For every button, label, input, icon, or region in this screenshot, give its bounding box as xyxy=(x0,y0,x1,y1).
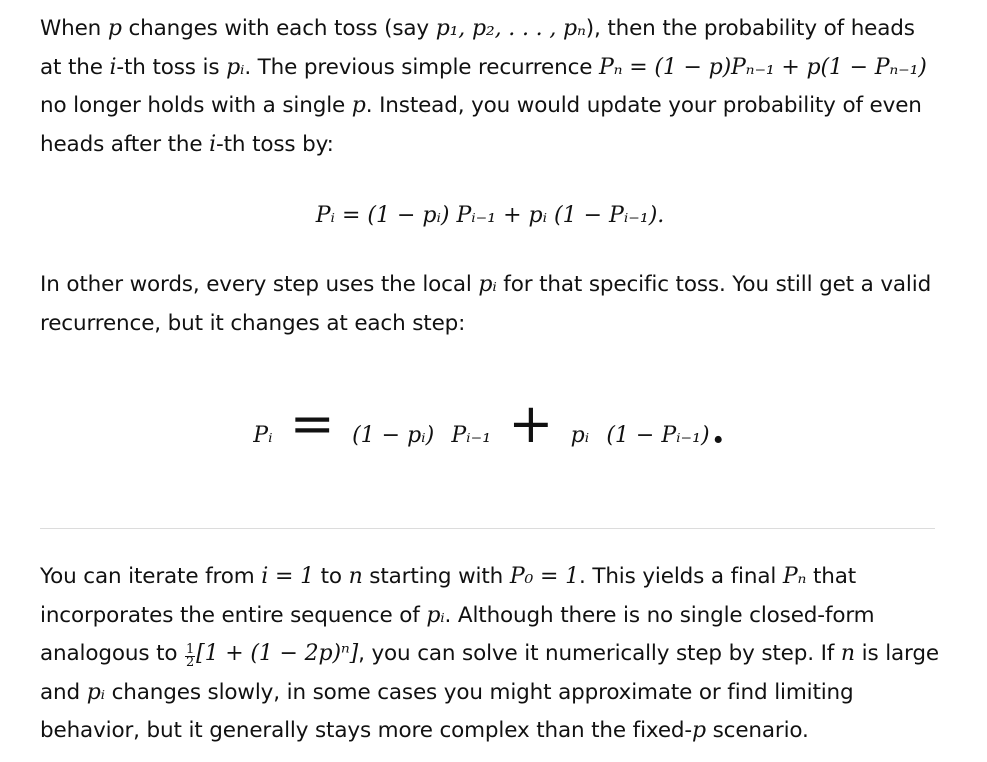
equation-text: Pᵢ = (1 − pᵢ) Pᵢ₋₁ + pᵢ (1 − Pᵢ₋₁). xyxy=(315,203,665,228)
math-pi: pᵢ xyxy=(478,272,497,297)
equation-term: Pᵢ₋₁ xyxy=(451,423,492,448)
text: no longer holds with a single xyxy=(40,93,352,118)
equation-lhs: Pᵢ xyxy=(253,423,273,448)
text: . Instead, you would update your probability of even heads after the xyxy=(40,93,922,157)
math-sequence: p₁, p₂, . . . , pₙ xyxy=(435,16,586,41)
fraction-one-half xyxy=(185,641,195,670)
text: . This yields a final xyxy=(578,564,783,589)
math-n: n xyxy=(840,641,855,666)
equation-period: . xyxy=(709,392,727,455)
math-p: p xyxy=(692,718,706,743)
equation-display-large xyxy=(40,392,940,455)
math-pn: Pₙ xyxy=(782,564,807,589)
text: scenario. xyxy=(705,718,809,743)
math-pi: pᵢ xyxy=(226,54,245,80)
math-recurrence: Pₙ = (1 − p)Pₙ₋₁ + p(1 − Pₙ₋₁) xyxy=(599,54,927,80)
text: , you can solve it numerically step by step. If xyxy=(358,641,841,666)
text: . The previous simple recurrence xyxy=(244,54,600,80)
text: In other words, every step uses the local xyxy=(40,272,479,297)
paragraph-intro xyxy=(40,10,940,164)
math-pi: pᵢ xyxy=(426,602,445,628)
text: that incorporates the entire sequence of xyxy=(40,564,857,628)
text: changes with each toss (say xyxy=(121,16,436,41)
math-pi: pᵢ xyxy=(86,679,105,705)
text: changes slowly, in some cases you might approximate or find limiting behavior, but it generally stays more complex than the fixed- xyxy=(40,679,854,743)
text: for that specific toss. You still get a valid recurrence, but it changes at each step: xyxy=(40,272,932,336)
text: ), then the probability of heads at the xyxy=(40,16,915,80)
equation-term: pᵢ xyxy=(570,423,590,448)
math-p: p xyxy=(107,16,122,41)
equation-inline-display xyxy=(40,200,940,228)
equation-term: (1 − pᵢ) xyxy=(352,423,435,448)
paragraph-explanation xyxy=(40,266,940,343)
math-i-equals-1: i = 1 xyxy=(261,564,314,589)
text: When xyxy=(40,16,108,41)
equation-term: (1 − Pᵢ₋₁) xyxy=(606,423,710,448)
math-i: i xyxy=(209,131,217,157)
paragraph-conclusion xyxy=(40,558,940,751)
text: -th toss is xyxy=(116,54,227,80)
math-p0: P₀ = 1 xyxy=(509,564,579,589)
text: starting with xyxy=(362,564,510,589)
math-closed-form: [1 + (1 − 2p)ⁿ] xyxy=(196,641,359,666)
text: You can iterate from xyxy=(40,564,262,589)
equation-equals: = xyxy=(289,392,335,455)
fraction-denominator: 2 xyxy=(186,654,195,670)
equation-plus: + xyxy=(508,392,554,455)
horizontal-divider xyxy=(40,528,935,529)
text: -th toss by: xyxy=(216,131,334,157)
math-i: i xyxy=(109,54,117,80)
fraction-numerator: 1 xyxy=(186,641,195,657)
math-p: p xyxy=(351,93,366,118)
text: . Although there is no single closed-form analogous to xyxy=(40,602,875,666)
math-n: n xyxy=(348,564,363,589)
text: to xyxy=(313,564,349,589)
text: is large and xyxy=(40,641,939,705)
